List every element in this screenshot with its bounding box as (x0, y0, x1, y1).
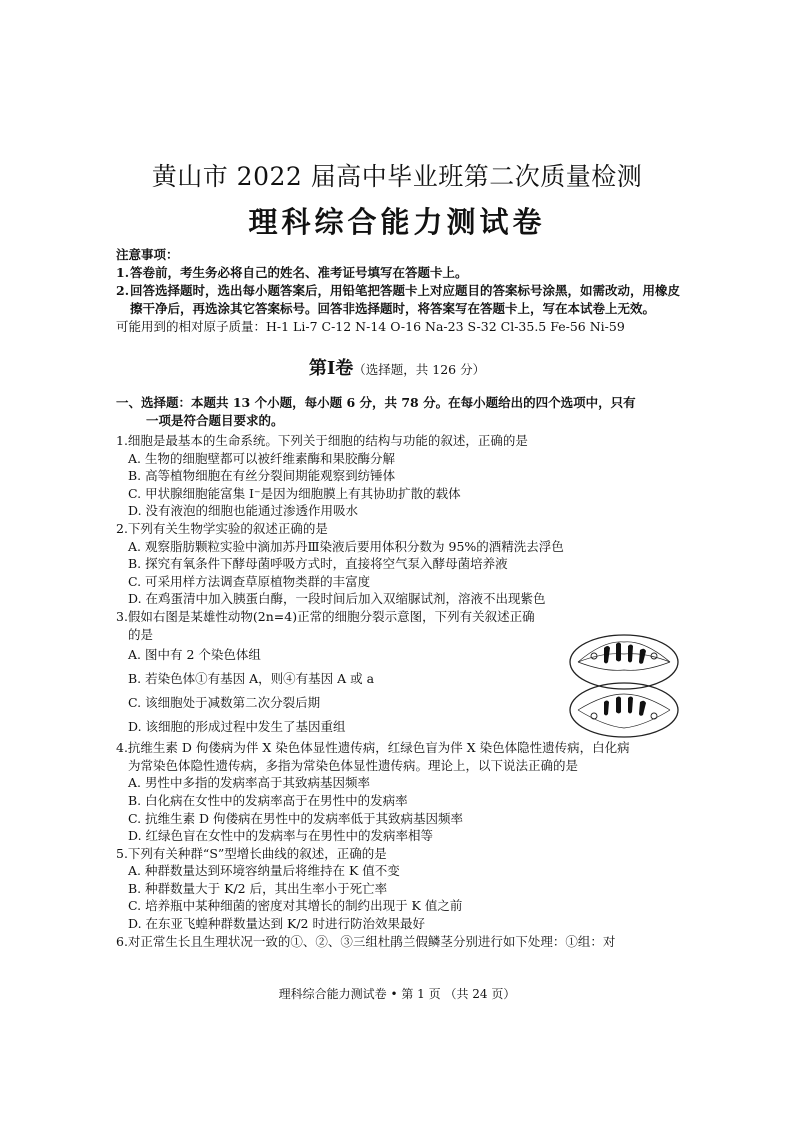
question-stem-continued: 的是 (128, 626, 154, 642)
section-line: 一、选择题：本题共 13 个小题，每小题 6 分，共 78 分。在每小题给出的四个选项中，只有 (116, 395, 636, 410)
question-stem: 5.下列有关种群“S”型增长曲线的叙述，正确的是 (116, 845, 387, 861)
option: A. 男性中多指的发病率高于其致病基因频率 (128, 775, 370, 791)
option: D. 在鸡蛋清中加入胰蛋白酶，一段时间后加入双缩脲试剂，溶液不出现紫色 (128, 591, 546, 607)
exam-title: 黄山市 2022 届高中毕业班第二次质量检测 (151, 162, 643, 191)
notes-item (116, 264, 686, 282)
chromosome-number-mark (591, 713, 597, 719)
part-note: （选择题，共 126 分） (353, 362, 486, 377)
chromosome-mark (616, 697, 621, 714)
option: B. 白化病在女性中的发病率高于在男性中的发病率 (128, 792, 408, 808)
notes-item-number: 1. (116, 265, 130, 280)
question-5 (116, 845, 688, 933)
chromosome-mark (628, 645, 633, 663)
question-stem-continued: 为常染色体隐性遗传病，多指为常染色体显性遗传病。理论上，以下说法正确的是 (128, 757, 579, 773)
notes-heading: 注意事项： (116, 247, 179, 262)
chromosome-mark (628, 697, 633, 714)
question-2 (116, 520, 688, 608)
option: C. 培养瓶中某种细菌的密度对其增长的制约出现于 K 值之前 (128, 898, 463, 914)
chromosome-mark (616, 643, 621, 662)
question-6 (116, 933, 688, 951)
option: D. 红绿色盲在女性中的发病率与在男性中的发病率相等 (128, 828, 434, 844)
exam-subtitle: 理科综合能力测试卷 (248, 205, 546, 239)
option: D. 没有液泡的细胞也能通过渗透作用吸水 (128, 503, 359, 519)
chromosome-mark (639, 649, 646, 664)
notes-item-number: 2. (116, 283, 130, 298)
option: C. 可采用样方法调查草原植物类群的丰富度 (128, 573, 371, 589)
question-1 (116, 432, 688, 520)
notes-block (116, 246, 686, 336)
section-instructions (116, 394, 688, 430)
option: C. 抗维生素 D 佝偻病在男性中的发病率低于其致病基因频率 (128, 810, 464, 826)
option: B. 探究有氧条件下酵母菌呼吸方式时，直接将空气泵入酵母菌培养液 (128, 556, 508, 572)
question-stem: 3.假如右图是某雄性动物(2n=4)正常的细胞分裂示意图，下列有关叙述正确 (116, 608, 535, 624)
part-heading (0, 357, 794, 382)
question-stem: 6.对正常生长且生理状况一致的①、②、③三组杜鹃兰假鳞茎分别进行如下处理：①组：对 (116, 933, 616, 949)
lower-cell-outline (570, 683, 678, 737)
option: B. 种群数量大于 K/2 后，其出生率小于死亡率 (128, 880, 388, 896)
option: B. 高等植物细胞在有丝分裂间期能观察到纺锤体 (128, 468, 396, 484)
chromosome-mark (639, 701, 646, 716)
option: D. 在东亚飞蝗种群数量达到 K/2 时进行防治效果最好 (128, 916, 425, 932)
option: A. 种群数量达到环境容纳量后将维持在 K 值不变 (128, 863, 400, 879)
question-stem: 1.细胞是最基本的生命系统。下列关于细胞的结构与功能的叙述，正确的是 (116, 433, 528, 448)
section-line: 一项是符合题目要求的。 (146, 413, 284, 428)
question-4 (116, 739, 688, 845)
option: A. 生物的细胞壁都可以被纤维素酶和果胶酶分解 (128, 450, 395, 466)
option: A. 图中有 2 个染色体组 (128, 647, 261, 663)
question-stem: 2.下列有关生物学实验的叙述正确的是 (116, 520, 328, 536)
notes-item-text: 回答选择题时，选出每小题答案后，用铅笔把答题卡上对应题目的答案标号涂黑，如需改动，用橡皮擦干净后，再选涂其它答案标号。回答非选择题时，将答案写在答题卡上，写在本试卷上无效。 (130, 283, 681, 316)
option: C. 该细胞处于减数第二次分裂后期 (128, 695, 321, 711)
option: B. 若染色体①有基因 A，则④有基因 A 或 a (128, 671, 375, 687)
option: A. 观察脂肪颗粒实验中滴加苏丹Ⅲ染液后要用体积分数为 95%的酒精洗去浮色 (128, 538, 564, 554)
page-footer: 理科综合能力测试卷 • 第 1 页 （共 24 页） (278, 987, 516, 1001)
atomic-masses: 可能用到的相对原子质量：H-1 Li-7 C-12 N-14 O-16 Na-23 S-32 Cl-35.5 Fe-56 Ni-59 (116, 319, 625, 334)
option: D. 该细胞的形成过程中发生了基因重组 (128, 719, 346, 735)
chromosome-mark (604, 701, 609, 716)
notes-item (116, 282, 686, 318)
part-title: 第Ⅰ卷 (308, 358, 354, 379)
option: C. 甲状腺细胞能富集 I⁻是因为细胞膜上有其协助扩散的载体 (128, 485, 461, 501)
question-stem: 4.抗维生素 D 佝偻病为伴 X 染色体显性遗传病，红绿色盲为伴 X 染色体隐性遗传病，白化病 (116, 740, 630, 756)
chromosome-number-mark (651, 713, 657, 719)
cell-division-figure (564, 632, 684, 740)
notes-item-text: 答卷前，考生务必将自己的姓名、准考证号填写在答题卡上。 (130, 265, 468, 280)
upper-cell-outline (570, 635, 678, 689)
chromosome-mark (604, 646, 610, 664)
